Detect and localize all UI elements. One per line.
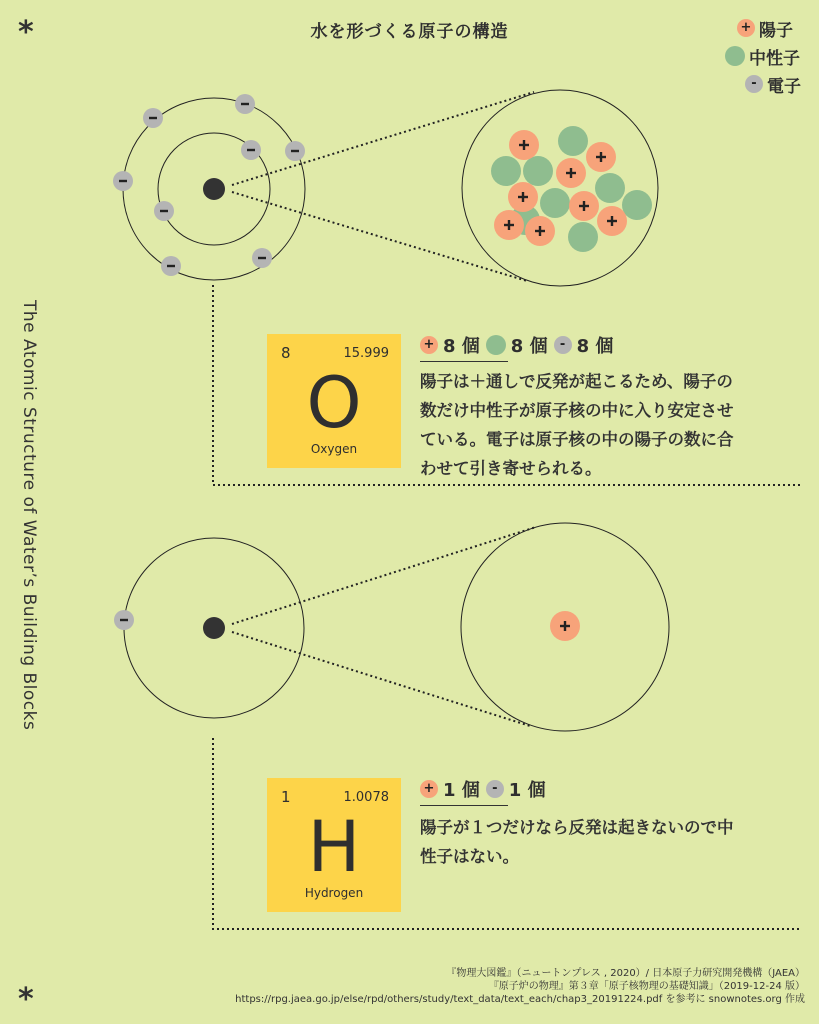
neutron [491, 156, 521, 186]
oxygen-name: Oxygen [310, 442, 358, 456]
neutron [558, 126, 588, 156]
electron [241, 140, 261, 160]
electron [154, 201, 174, 221]
zoom-line [232, 192, 527, 281]
legend-proton-label: 陽子 [759, 20, 793, 41]
legend-neutron-label: 中性子 [749, 48, 800, 69]
proton [509, 130, 539, 160]
legend-electron [745, 72, 801, 96]
hydrogen-counts [420, 776, 546, 806]
legend [725, 16, 801, 96]
oxygen-element-card [267, 334, 401, 468]
zoom-line [232, 92, 534, 185]
oxygen-description: 陽子は＋通しで反発が起こるため、陽子の 数だけ中性子が原子核の中に入り安定させ ている。電子は原子核の中の陽子の数に合 わせて引き寄せられる。 [420, 372, 734, 478]
oxygen-counts [420, 332, 613, 362]
legend-proton [737, 16, 801, 40]
oxygen-neutron-count: 8 個 [486, 332, 548, 358]
electron-icon: - [486, 780, 504, 798]
neutron [595, 173, 625, 203]
proton [508, 182, 538, 212]
hydrogen-atomic-mass: 1.0078 [343, 790, 389, 805]
hydrogen-electron-count: - 1 個 [486, 776, 546, 802]
legend-electron-label: 電子 [767, 76, 801, 97]
hydrogen-element-card [267, 778, 401, 912]
neutron [540, 188, 570, 218]
proton [494, 210, 524, 240]
hydrogen-proton-count: + 1 個 [420, 776, 480, 802]
oxygen-electron-count: - 8 個 [554, 332, 614, 358]
electron-icon: - [554, 336, 572, 354]
electron-icon: - [745, 75, 763, 93]
proton [597, 206, 627, 236]
electron [161, 256, 181, 276]
proton-icon: + [737, 19, 755, 37]
nucleus-zoom-circle [462, 90, 658, 286]
proton [556, 158, 586, 188]
proton [525, 216, 555, 246]
hydrogen-atomic-number: 1 [281, 788, 291, 806]
page-title: 水を形づくる原子の構造 [310, 22, 509, 42]
oxygen-symbol: O [306, 362, 362, 444]
neutron [622, 190, 652, 220]
electron [114, 610, 134, 630]
electron [235, 94, 255, 114]
proton [569, 191, 599, 221]
vertical-title: The Atomic Structure of Water’s Building Blocks [19, 300, 39, 731]
legend-neutron [725, 44, 801, 68]
proton-icon: + [420, 780, 438, 798]
electron [285, 141, 305, 161]
counts-underline [420, 805, 508, 806]
proton-icon: + [420, 336, 438, 354]
nucleus-dot [203, 617, 225, 639]
proton [550, 611, 580, 641]
neutron [523, 156, 553, 186]
neutron [568, 222, 598, 252]
oxygen-proton-count: + 8 個 [420, 332, 480, 358]
neutron-icon [725, 46, 745, 66]
hydrogen-description: 陽子が１つだけなら反発は起きないので中 性子はない。 [420, 818, 734, 866]
footer-references: 『物理大図鑑』（ニュートンプレス , 2020）/ 日本原子力研究開発機構（JAEA） 『原子炉の物理』第３章「原子核物理の基礎知識」（2019-12-24 版） https://rpg.jaea.go.jp/else/rpd/others/study/text_data/text_each/chap3_20191224.pdf を参考に snownotes.org 作成 [235, 968, 805, 1005]
electron [143, 108, 163, 128]
electron [252, 248, 272, 268]
proton [586, 142, 616, 172]
bottom-asterisk: * [18, 982, 34, 1017]
electron [113, 171, 133, 191]
hydrogen-symbol: H [307, 806, 361, 888]
top-asterisk: * [18, 15, 34, 50]
oxygen-atomic-mass: 15.999 [343, 346, 389, 361]
neutron-icon [486, 335, 506, 355]
zoom-line [232, 527, 536, 624]
oxygen-atomic-number: 8 [281, 344, 291, 362]
hydrogen-name: Hydrogen [304, 886, 364, 900]
zoom-line [232, 632, 530, 726]
nucleus-dot [203, 178, 225, 200]
counts-underline [420, 361, 508, 362]
